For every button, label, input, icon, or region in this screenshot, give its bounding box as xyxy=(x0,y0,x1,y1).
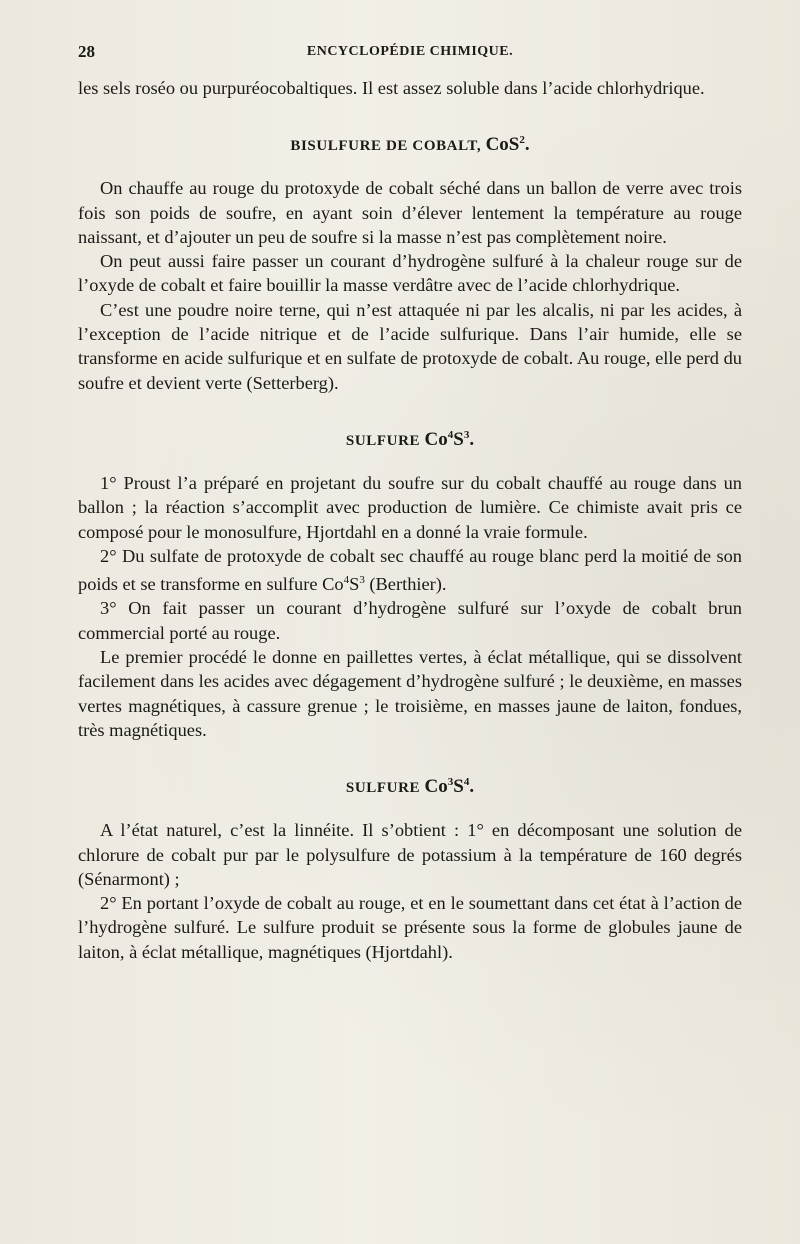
section-title: BISULFURE DE COBALT, xyxy=(290,138,482,155)
paragraph: 2° En portant l’oxyde de cobalt au rouge, et en le soumettant dans cet état à l’action de l’hydrogène sulfuré. Le sulfure produit se présente sous la forme de globules jaune de laiton, à éclat métallique, magnétiques (Hjortdahl). xyxy=(78,893,742,962)
running-title: ENCYCLOPÉDIE CHIMIQUE. xyxy=(306,44,514,59)
chemical-formula: $Co^3S^4$. xyxy=(424,776,475,798)
paragraph: On chauffe au rouge du protoxyde de cobalt séché dans un ballon de verre avec trois fois son poids de soufre, en ayant soin d’élever lentement la température au rouge naissant, et d’ajouter un peu de soufre si la masse n’est pas complètement noire. xyxy=(78,178,742,247)
paragraph: 2° Du sulfate de protoxyde de cobalt sec chauffé au rouge blanc perd la moitié de son poids et se transforme en sulfure $Co^4S^3$ (Berthier). xyxy=(78,545,742,595)
section-heading-bisulfure xyxy=(78,134,742,156)
paragraph: 1° Proust l’a préparé en projetant du soufre sur du cobalt chauffé au rouge dans un ballon ; la réaction s’accomplit avec production de lumière. Ce chimiste avait pris ce composé pour le monosulfure, Hjortdahl en a donné la vraie formule. xyxy=(78,472,742,542)
page-number: 28 xyxy=(78,42,95,61)
section-title: SULFURE xyxy=(345,780,421,797)
paragraph: A l’état naturel, c’est la linnéite. Il s’obtient : 1° en décomposant une solution de chlorure de cobalt pur par le polysulfure de potassium à la température de 160 degrés (Sénarmont) ; xyxy=(78,820,742,889)
paragraph: C’est une poudre noire terne, qui n’est attaquée ni par les alcalis, ni par les acides, à l’exception de l’acide nitrique et de l’acide sulfurique. Dans l’air humide, elle se transforme en acide sulfurique et en sulfate de protoxyde de cobalt. Au rouge, elle perd du soufre et devient verte (Setterberg). xyxy=(78,299,742,393)
section-title: SULFURE xyxy=(345,432,421,449)
page-header xyxy=(78,42,742,66)
continuation-paragraph: les sels roséo ou purpuréocobaltiques. Il est assez soluble dans l’acide chlorhydrique. xyxy=(78,78,705,98)
section-heading-sulfure-co3s4 xyxy=(78,776,742,798)
chemical-formula: $Co^4S^3$. xyxy=(424,428,475,450)
section-heading-sulfure-co4s3 xyxy=(78,429,742,451)
page-body xyxy=(78,76,742,964)
chemical-formula: CoS$^2$. xyxy=(485,134,530,156)
paragraph: On peut aussi faire passer un courant d’hydrogène sulfuré à la chaleur rouge sur de l’oxyde de cobalt et faire bouillir la masse verdâtre avec de l’acide chlorhydrique. xyxy=(78,251,742,296)
paragraph: 3° On fait passer un courant d’hydrogène sulfuré sur l’oxyde de cobalt brun commercial porté au rouge. xyxy=(78,598,742,643)
paragraph: Le premier procédé le donne en paillettes vertes, à éclat métallique, qui se dissolvent facilement dans les acides avec dégagement d’hydrogène sulfuré ; le deuxième, en masses vertes magnétiques, à cassure grenue ; le troisième, en masses jaune de laiton, fondues, très magnétiques. xyxy=(78,647,742,740)
